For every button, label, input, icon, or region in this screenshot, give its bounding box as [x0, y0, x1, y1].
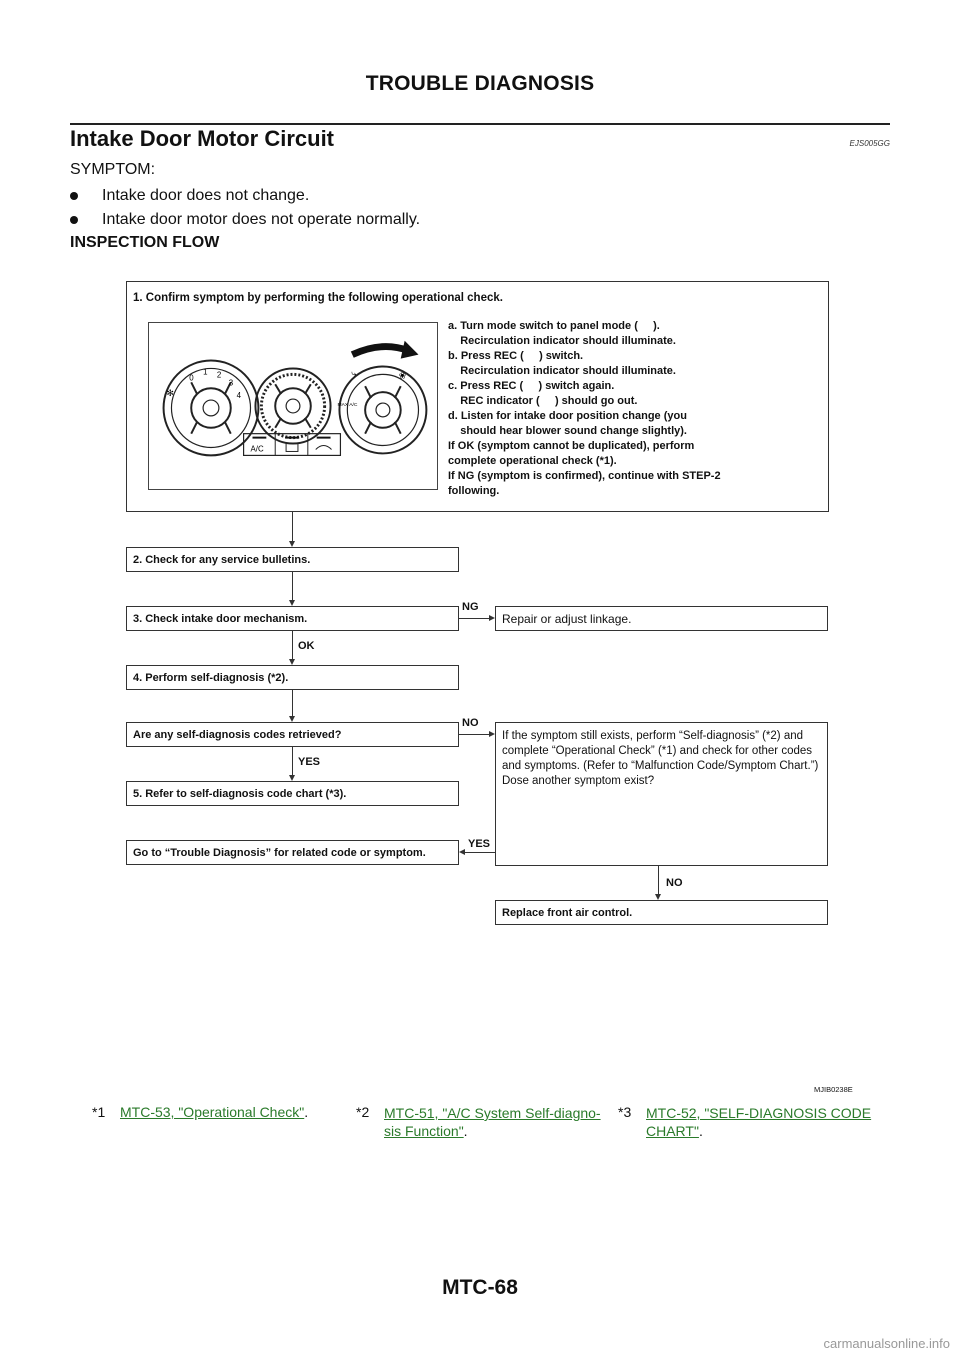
connector-line	[292, 747, 293, 775]
footnote-link-self-diagnosis[interactable]: MTC-51, "A/C System Self-diagno-sis Function"	[384, 1105, 601, 1139]
yes-label: YES	[468, 838, 491, 850]
connector-line	[292, 690, 293, 717]
step2-box: 2. Check for any service bulletins.	[126, 547, 459, 572]
yes-label: YES	[298, 756, 321, 768]
connector-line	[459, 734, 489, 735]
section-code: EJS005GG	[849, 139, 890, 148]
replace-box: Replace front air control.	[495, 900, 828, 925]
no-label: NO	[666, 877, 683, 889]
fan-scale-0: 0	[189, 373, 194, 383]
ok-label: OK	[298, 640, 315, 652]
fan-scale-1: 1	[203, 367, 208, 377]
connector-line	[465, 852, 495, 853]
footnote-link-operational-check[interactable]: MTC-53, "Operational Check"	[120, 1104, 305, 1120]
step5-box: 5. Refer to self-diagnosis code chart (*3).	[126, 781, 459, 806]
bullet-icon	[70, 192, 78, 200]
watermark: carmanualsonline.info	[823, 1336, 950, 1351]
connector-line	[658, 866, 659, 895]
section-title: Intake Door Motor Circuit	[70, 126, 335, 151]
connector-line	[459, 618, 489, 619]
page-number: MTC-68	[442, 1276, 518, 1299]
question-box: Are any self-diagnosis codes retrieved?	[126, 722, 459, 747]
inspection-flow-title: INSPECTION FLOW	[70, 234, 220, 251]
goto-box: Go to “Trouble Diagnosis” for related code or symptom.	[126, 840, 459, 865]
connector-line	[292, 512, 293, 542]
footnote-2: *2 MTC-51, "A/C System Self-diagno-sis Function".	[356, 1104, 601, 1139]
arrow-left-icon	[459, 849, 465, 855]
no-label: NO	[462, 717, 479, 729]
list-item: Intake door does not change.	[70, 184, 420, 208]
symptom-list	[70, 184, 420, 232]
footnote-link-code-chart[interactable]: MTC-52, "SELF-DIAGNOSIS CODE CHART"	[646, 1105, 872, 1139]
ng-label: NG	[462, 601, 479, 613]
figure-code: MJIB0238E	[814, 1085, 853, 1094]
fan-scale-3: 3	[228, 378, 234, 388]
bullet-icon	[70, 216, 78, 224]
step3-box: 3. Check intake door mechanism.	[126, 606, 459, 631]
ac-control-panel-illustration	[148, 322, 438, 490]
defrost-icon: ❀	[398, 371, 407, 382]
fan-icon: ✻	[166, 389, 174, 400]
footnote-1: *1 MTC-53, "Operational Check".	[92, 1104, 309, 1120]
footnote-3: *3 MTC-52, "SELF-DIAGNOSIS CODE CHART".	[618, 1104, 872, 1139]
mode-icon: ⤷	[351, 369, 357, 380]
step1-title: 1. Confirm symptom by performing the following operational check.	[133, 292, 503, 304]
step1-instructions: a. Turn mode switch to panel mode ( ). Recirculation indicator should illuminate. b. Press REC ( ) switch. Recirculation indicator should illuminate. c. Press REC ( ) switch again. REC indicator ( ) should go out. d. Listen for intake door position change (you should hear blower sound change slightly). If OK (symptom cannot be duplicated), perform complete operational check (*1). If NG (symptom is confirmed), continue with STEP-2 following.	[448, 320, 721, 497]
symptom-label: SYMPTOM:	[70, 161, 156, 178]
page-header-title: TROUBLE DIAGNOSIS	[365, 72, 595, 95]
step4-box: 4. Perform self-diagnosis (*2).	[126, 665, 459, 690]
connector-line	[292, 572, 293, 601]
repair-box: Repair or adjust linkage.	[495, 606, 828, 631]
connector-line	[292, 631, 293, 660]
header-rule	[70, 123, 890, 125]
ac-button-label: A/C	[250, 444, 264, 454]
symptom-exists-box: If the symptom still exists, perform “Self-diagnosis” (*2) and complete “Operational Check” (*1) and check for other codes and symptoms. (Refer to “Malfunction Code/Symptom Chart.”) Dose another symptom exist?	[495, 722, 828, 866]
fan-scale-2: 2	[216, 370, 222, 380]
fan-scale-4: 4	[236, 391, 242, 401]
max-ac-label: MAX A/C	[337, 403, 358, 408]
list-item: Intake door motor does not operate normally.	[70, 208, 420, 232]
